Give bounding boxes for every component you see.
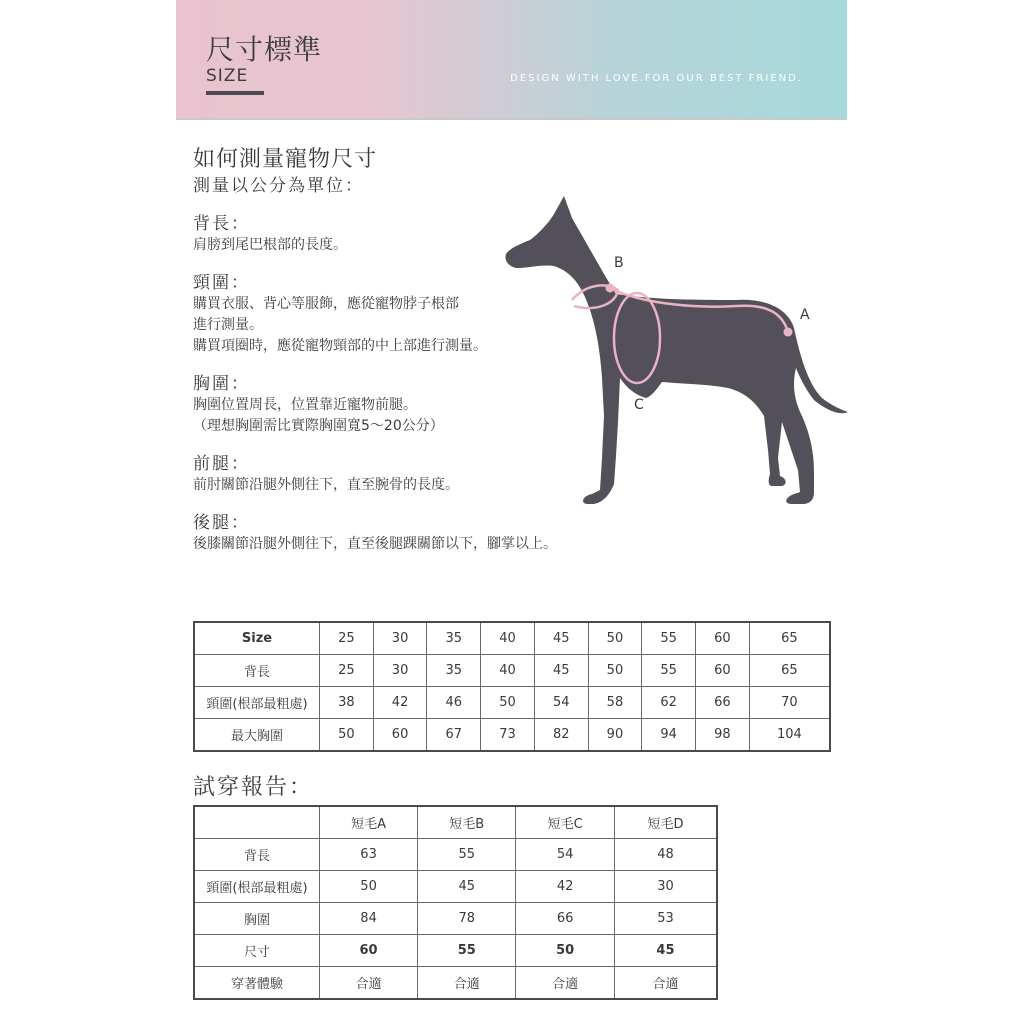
measure-heading: 胸圍： (193, 374, 250, 394)
point-a-marker (784, 328, 793, 337)
measure-text: （理想胸圍需比實際胸圍寬5～20公分） (193, 418, 444, 434)
table-row (194, 839, 717, 871)
table-cell: 50 (588, 622, 642, 655)
table-cell: 35 (427, 655, 481, 687)
table-cell: 82 (534, 719, 588, 752)
table-cell: 98 (696, 719, 750, 752)
banner-tagline: DESIGN WITH LOVE.FOR OUR BEST FRIEND. (510, 73, 803, 84)
table-cell: 50 (481, 687, 535, 719)
table-cell: 40 (481, 622, 535, 655)
measure-text: 胸圍位置周長，位置靠近寵物前腿。 (193, 397, 417, 413)
table-cell: 45 (534, 622, 588, 655)
trial-report-table (193, 805, 718, 1000)
corner-cell (194, 806, 320, 839)
label-a: A (800, 307, 810, 323)
table-cell: 66 (516, 903, 615, 935)
table-cell: 50 (588, 655, 642, 687)
title-underline (206, 91, 264, 95)
table-cell: 50 (516, 935, 615, 967)
table-cell: 42 (373, 687, 427, 719)
table-cell: 104 (749, 719, 830, 752)
table-cell: 65 (749, 655, 830, 687)
table-cell: 45 (534, 655, 588, 687)
table-row (194, 967, 717, 1000)
measure-heading: 前腿： (193, 454, 250, 474)
table-cell: 53 (614, 903, 717, 935)
table-cell: 46 (427, 687, 481, 719)
table-row (194, 655, 830, 687)
table-cell: 55 (418, 839, 516, 871)
table-cell: 50 (320, 871, 418, 903)
table-cell: 60 (373, 719, 427, 752)
column-header: 短毛A (320, 806, 418, 839)
size-table (193, 621, 831, 752)
table-cell: 42 (516, 871, 615, 903)
table-cell: 73 (481, 719, 535, 752)
table-cell: 40 (481, 655, 535, 687)
page-subtitle: SIZE (206, 66, 249, 86)
table-cell: 35 (427, 622, 481, 655)
measure-text: 進行測量。 (193, 317, 263, 333)
table-cell: 38 (320, 687, 374, 719)
table-cell: 67 (427, 719, 481, 752)
measure-text: 肩膀到尾巴根部的長度。 (193, 237, 347, 253)
table-cell: 54 (516, 839, 615, 871)
table-cell: 50 (320, 719, 374, 752)
point-b-marker (606, 284, 615, 293)
dog-body (505, 196, 848, 504)
row-label: Size (194, 622, 320, 655)
table-cell: 55 (642, 622, 696, 655)
column-header: 短毛C (516, 806, 615, 839)
table-header-row (194, 806, 717, 839)
header-banner (176, 0, 847, 120)
table-cell: 90 (588, 719, 642, 752)
table-cell: 66 (696, 687, 750, 719)
table-cell: 30 (373, 622, 427, 655)
table-row (194, 687, 830, 719)
label-c: C (634, 397, 644, 413)
table-row (194, 719, 830, 752)
table-cell: 25 (320, 622, 374, 655)
table-cell: 84 (320, 903, 418, 935)
table-cell: 45 (418, 871, 516, 903)
column-header: 短毛D (614, 806, 717, 839)
dog-silhouette-icon (496, 188, 856, 510)
table-row (194, 871, 717, 903)
table-cell: 78 (418, 903, 516, 935)
row-label: 胸圍 (194, 903, 320, 935)
measure-text: 後膝關節沿腿外側往下，直至後腿踝關節以下，腳掌以上。 (193, 536, 557, 552)
label-b: B (614, 255, 624, 271)
measure-text: 購買項圈時，應從寵物頸部的中上部進行測量。 (193, 338, 487, 354)
guide-unit: 測量以公分為單位： (193, 176, 364, 196)
row-label: 最大胸圍 (194, 719, 320, 752)
row-label: 背長 (194, 655, 320, 687)
table-cell: 55 (418, 935, 516, 967)
table-cell: 合適 (516, 967, 615, 1000)
table-cell: 94 (642, 719, 696, 752)
row-label: 尺寸 (194, 935, 320, 967)
measure-text: 前肘關節沿腿外側往下，直至腕骨的長度。 (193, 477, 459, 493)
row-label: 頸圍(根部最粗處) (194, 871, 320, 903)
table-cell: 60 (696, 655, 750, 687)
table-row (194, 622, 830, 655)
column-header: 短毛B (418, 806, 516, 839)
row-label: 頸圍(根部最粗處) (194, 687, 320, 719)
table-row (194, 903, 717, 935)
row-label: 穿著體驗 (194, 967, 320, 1000)
table-cell: 30 (373, 655, 427, 687)
table-cell: 60 (320, 935, 418, 967)
table-cell: 63 (320, 839, 418, 871)
table-cell: 54 (534, 687, 588, 719)
table-cell: 62 (642, 687, 696, 719)
measure-hind-leg (193, 512, 613, 555)
table-cell: 58 (588, 687, 642, 719)
table-cell: 48 (614, 839, 717, 871)
table-cell: 25 (320, 655, 374, 687)
table-cell: 45 (614, 935, 717, 967)
table-row (194, 935, 717, 967)
table-cell: 合適 (418, 967, 516, 1000)
measure-heading: 頸圍： (193, 273, 250, 293)
table-cell: 合適 (614, 967, 717, 1000)
trial-report-title: 試穿報告： (193, 775, 314, 800)
guide-title: 如何測量寵物尺寸 (193, 147, 378, 172)
measure-heading: 後腿： (193, 513, 250, 533)
measure-text: 購買衣服、背心等服飾，應從寵物脖子根部 (193, 296, 459, 312)
measure-heading: 背長： (193, 214, 250, 234)
table-cell: 55 (642, 655, 696, 687)
page-title: 尺寸標準 (206, 33, 323, 66)
table-cell: 60 (696, 622, 750, 655)
table-cell: 70 (749, 687, 830, 719)
table-cell: 30 (614, 871, 717, 903)
row-label: 背長 (194, 839, 320, 871)
table-cell: 合適 (320, 967, 418, 1000)
table-cell: 65 (749, 622, 830, 655)
